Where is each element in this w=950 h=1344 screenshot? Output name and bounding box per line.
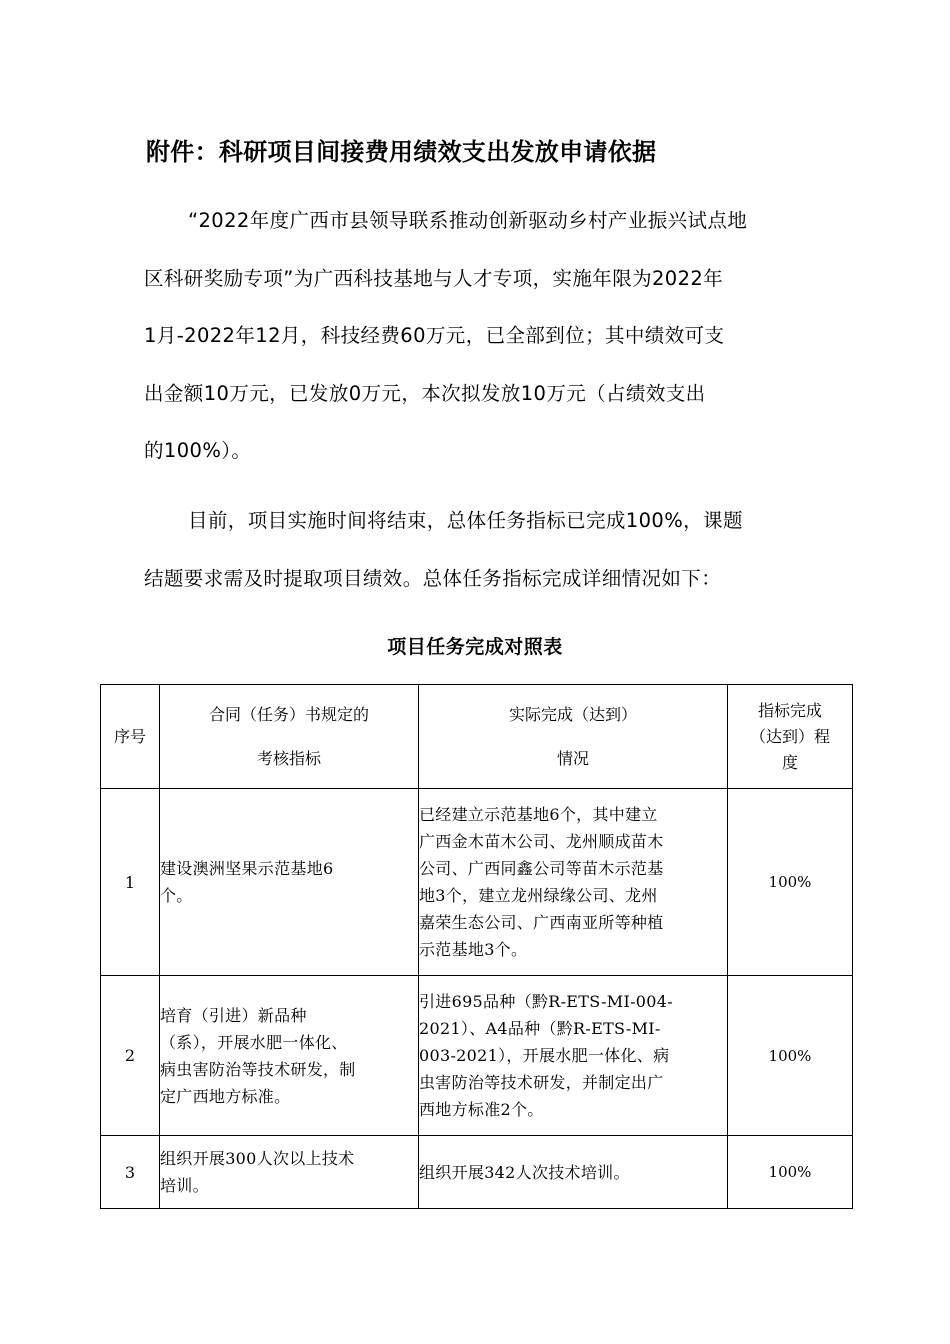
paragraph-line: 目前，项目实施时间将结束，总体任务指标已完成100%，课题 xyxy=(188,509,743,532)
row-actual xyxy=(419,789,728,976)
table-row xyxy=(101,789,853,976)
cell-line: 培训。 xyxy=(160,1176,209,1195)
cell-line: 已经建立示范基地6个，其中建立 xyxy=(419,805,658,824)
header-degree-line: 度 xyxy=(781,752,798,772)
row-indicator xyxy=(160,976,419,1136)
header-seq: 序号 xyxy=(101,685,160,789)
cell-line: 西地方标准2个。 xyxy=(419,1100,544,1119)
paragraph-line: 结题要求需及时提取项目绩效。总体任务指标完成详细情况如下： xyxy=(144,566,722,590)
header-indicator-line: 考核指标 xyxy=(256,748,321,768)
row-actual xyxy=(419,976,728,1136)
cell-line: （系），开展水肥一体化、 xyxy=(160,1032,348,1052)
cell-line: 建设澳洲坚果示范基地6 xyxy=(160,859,334,878)
row-seq: 2 xyxy=(101,976,160,1136)
cell-line: 2021）、A4品种（黔R-ETS-MI- xyxy=(419,1019,661,1038)
row-degree: 100% xyxy=(728,1136,853,1209)
header-indicator xyxy=(160,685,419,789)
table-row xyxy=(101,976,853,1136)
paragraph-line: 1月-2022年12月，科技经费60万元，已全部到位；其中绩效可支 xyxy=(144,324,725,347)
cell-line: 组织开展342人次技术培训。 xyxy=(419,1162,630,1182)
table-row xyxy=(101,1136,853,1209)
header-actual xyxy=(419,685,728,789)
header-degree-line: （达到）程 xyxy=(749,726,830,746)
table-title: 项目任务完成对照表 xyxy=(387,636,563,658)
paragraph-line: “2022年度广西市县领导联系推动创新驱动乡村产业振兴试点地 xyxy=(188,209,748,232)
cell-line: 引进695品种（黔R-ETS-MI-004- xyxy=(419,992,673,1011)
paragraph-line: 区科研奖励专项”为广西科技基地与人才专项，实施年限为2022年 xyxy=(144,266,724,290)
cell-line: 虫害防治等技术研发，并制定出广 xyxy=(419,1073,664,1092)
table-header-row xyxy=(101,685,853,789)
row-seq: 3 xyxy=(101,1136,160,1209)
row-actual xyxy=(419,1136,728,1209)
row-degree: 100% xyxy=(728,976,853,1136)
header-actual-line: 实际完成（达到） xyxy=(508,704,637,724)
cell-line: 定广西地方标准。 xyxy=(160,1086,291,1106)
page-heading: 附件：科研项目间接费用绩效支出发放申请依据 xyxy=(146,138,657,166)
cell-line: 个。 xyxy=(160,886,193,905)
row-degree: 100% xyxy=(728,789,853,976)
cell-line: 003-2021），开展水肥一体化、病 xyxy=(419,1046,670,1065)
cell-line: 广西金木苗木公司、龙州顺成苗木 xyxy=(419,832,664,851)
cell-line: 病虫害防治等技术研发，制 xyxy=(160,1059,356,1079)
paragraph-funding xyxy=(144,192,808,480)
row-indicator xyxy=(160,789,419,976)
cell-line: 地3个，建立龙州绿缘公司、龙州 xyxy=(419,886,658,905)
paragraph-line: 的100%）。 xyxy=(144,439,252,462)
row-seq: 1 xyxy=(101,789,160,976)
paragraph-status xyxy=(144,492,808,607)
cell-line: 培育（引进）新品种 xyxy=(160,1005,307,1025)
cell-line: 嘉荣生态公司、广西南亚所等种植 xyxy=(419,913,664,932)
header-actual-line: 情况 xyxy=(556,748,589,768)
header-indicator-line: 合同（任务）书规定的 xyxy=(208,704,369,724)
task-completion-table xyxy=(100,684,853,1209)
cell-line: 示范基地3个。 xyxy=(419,940,528,959)
header-degree xyxy=(728,685,853,789)
row-indicator xyxy=(160,1136,419,1209)
paragraph-line: 出金额10万元，已发放0万元，本次拟发放10万元（占绩效支出 xyxy=(144,381,706,405)
cell-line: 公司、广西同鑫公司等苗木示范基 xyxy=(419,859,664,878)
cell-line: 组织开展300人次以上技术 xyxy=(160,1149,355,1168)
header-degree-line: 指标完成 xyxy=(757,700,822,720)
